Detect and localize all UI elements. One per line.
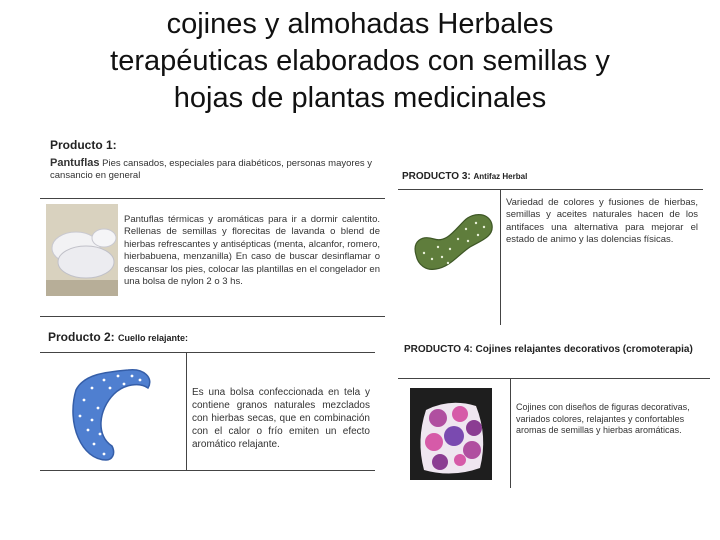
product-3-rule-top: [398, 189, 703, 190]
product-4-heading-row: [404, 344, 693, 355]
eye-mask-photo: [408, 201, 496, 275]
slide-title: [0, 6, 720, 117]
product-1-tagline-line1: Pies cansados, especiales para diabéticos, personas mayores y: [102, 158, 372, 169]
product-2-description: Es una bolsa confeccionada en tela y contiene granos naturales mezclados con hierbas secas, que en combinación con el calor o frío emiten un efecto aromático relajante.: [192, 387, 370, 450]
product-2-rule-top: [40, 352, 375, 353]
product-3-divider: [500, 189, 501, 325]
product-3-sheet: [398, 163, 703, 325]
slippers-photo: [46, 204, 118, 296]
product-1-tagline-line2: cansancio en general: [50, 170, 141, 182]
neck-pillow-illustration: [62, 364, 158, 464]
cushion-photo: [410, 388, 492, 480]
product-2-heading: Producto 2:: [48, 330, 115, 344]
title-line-1: cojines y almohadas Herbales: [166, 8, 554, 40]
neck-pillow-photo: [62, 364, 158, 464]
title-line-3: hojas de plantas medicinales: [173, 82, 547, 114]
product-2-heading-row: [48, 330, 188, 344]
product-3-subtitle: Antifaz Herbal: [473, 172, 528, 181]
product-1-heading: Producto 1:: [50, 138, 117, 152]
product-4-sheet: [398, 340, 710, 490]
product-4-divider: [510, 378, 511, 488]
product-4-description: Cojines con diseños de figuras decorativas, variados colores, relajantes y confortables aromas de semillas y hierbas aromáticas.: [516, 402, 690, 435]
product-2-subtitle: Cuello relajante:: [118, 333, 189, 343]
product-3-heading-row: [402, 171, 527, 182]
cushion-illustration: [410, 388, 492, 480]
product-1-name: Pantuflas: [50, 157, 100, 169]
product-3-description: Variedad de colores y fusiones de hierbas, semillas y aceites naturales hacen de los antifaces una alternativa para mejorar el estado de animo y las dolencias físicas.: [506, 197, 698, 246]
product-4-heading: PRODUCTO 4:: [404, 344, 473, 355]
title-line-2: terapéuticas elaborados con semillas y: [110, 45, 610, 77]
product-3-heading: PRODUCTO 3:: [402, 171, 471, 182]
product-1-sheet: [40, 130, 385, 318]
product-4-rule-top: [398, 378, 710, 379]
product-1-tagline: [50, 157, 385, 183]
product-2-divider: [186, 352, 187, 470]
product-4-subtitle: Cojines relajantes decorativos (cromoterapia): [475, 344, 693, 355]
eye-mask-illustration: [408, 201, 496, 275]
product-2-rule-bottom: [40, 470, 375, 471]
product-1-description: Pantuflas térmicas y aromáticas para ir a dormir calentito. Rellenas de semillas y florecitas de lavanda o blend de hierbas refrescantes y antisépticas (menta, alcanfor, romero, hierbabuena, menzanilla) En caso de buscar desinflamar o descansar los pies, colocar las plantillas en el congelador en una bolsa de nylon 2 o 3 hs.: [124, 214, 380, 288]
slippers-illustration: [46, 204, 118, 296]
product-2-sheet: [40, 322, 375, 472]
product-1-rule-top: [40, 198, 385, 199]
product-1-rule-bottom: [40, 316, 385, 317]
